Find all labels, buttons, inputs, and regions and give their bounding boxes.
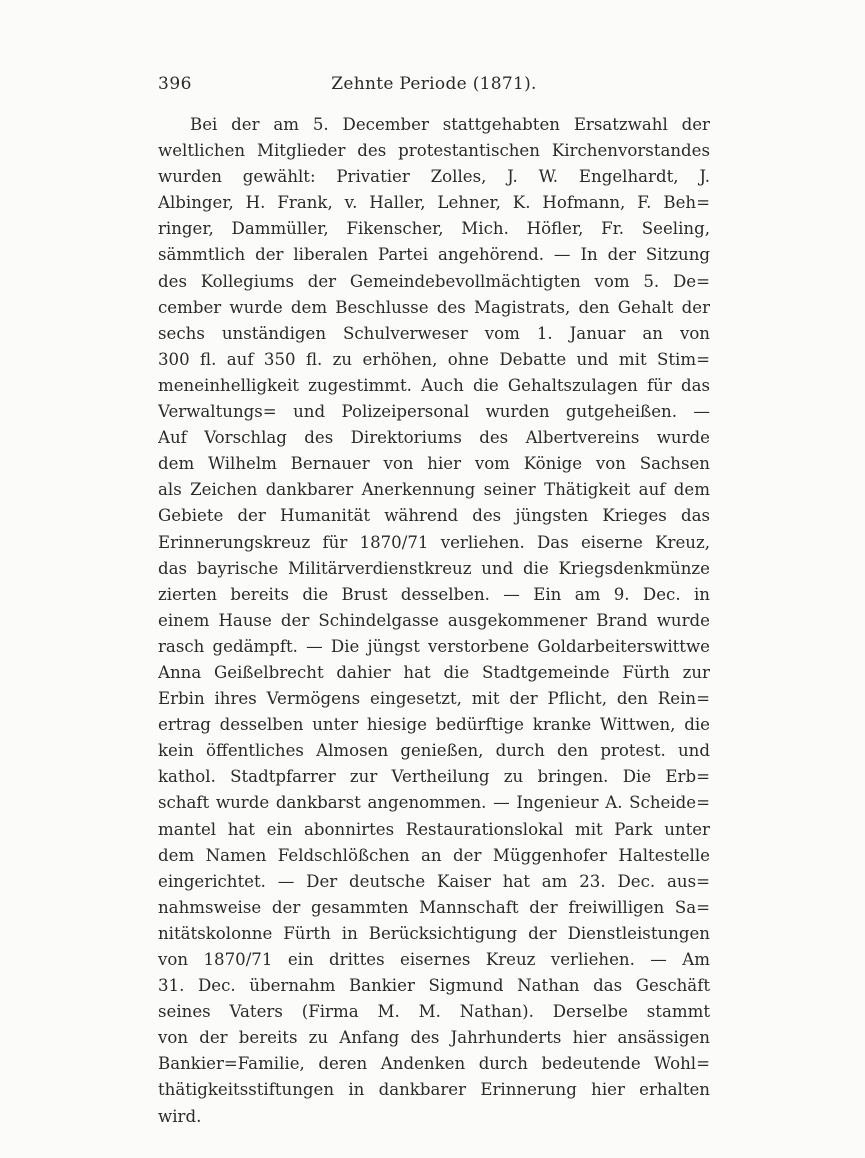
text-line: einem Hause der Schindelgasse ausgekommener Brand wurde [158, 610, 710, 630]
text-line: dem Namen Feldschlößchen an der Müggenhofer Haltestelle [158, 845, 710, 865]
text-line: nitätskolonne Fürth in Berücksichtigung der Dienstleistungen [158, 923, 710, 943]
page-header [158, 74, 710, 100]
text-line: sechs unständigen Schulverweser vom 1. Januar an von [158, 323, 710, 343]
text-line: Anna Geißelbrecht dahier hat die Stadtgemeinde Fürth zur [158, 662, 710, 682]
text-line: von der bereits zu Anfang des Jahrhunderts hier ansässigen [158, 1028, 710, 1048]
text-line: weltlichen Mitglieder des protestantischen Kirchenvorstandes [158, 141, 710, 161]
text-line: wird. [158, 1106, 202, 1126]
text-line: als Zeichen dankbarer Anerkennung seiner Thätigkeit auf dem [158, 480, 710, 500]
text-line: Erinnerungskreuz für 1870/71 verliehen. Das eiserne Kreuz, [158, 532, 710, 552]
text-line: kein öffentliches Almosen genießen, durch den protest. und [158, 741, 710, 761]
text-line: dem Wilhelm Bernauer von hier vom Könige von Sachsen [158, 454, 710, 474]
text-line: ringer, Dammüller, Fikenscher, Mich. Höfler, Fr. Seeling, [158, 219, 710, 239]
text-line: Erbin ihres Vermögens eingesetzt, mit der Pflicht, den Rein= [158, 689, 710, 709]
text-line: nahmsweise der gesammten Mannschaft der freiwilligen Sa= [158, 897, 710, 917]
text-line: Verwaltungs= und Polizeipersonal wurden gutgeheißen. — [158, 402, 710, 422]
text-line: mantel hat ein abonnirtes Restaurationslokal mit Park unter [158, 819, 710, 839]
text-line: seines Vaters (Firma M. M. Nathan). Derselbe stammt [158, 1002, 710, 1022]
text-line: von 1870/71 ein drittes eisernes Kreuz verliehen. — Am [158, 950, 710, 969]
text-line: thätigkeitsstiftungen in dankbarer Erinnerung hier erhalten [158, 1080, 710, 1100]
text-line: 31. Dec. übernahm Bankier Sigmund Nathan das Geschäft [158, 976, 710, 996]
text-line: wurden gewählt: Privatier Zolles, J. W. Engelhardt, J. [158, 167, 710, 187]
text-line: des Kollegiums der Gemeindebevollmächtigten vom 5. De= [158, 271, 710, 291]
text-line: ertrag desselben unter hiesige bedürftige kranke Wittwen, die [158, 715, 710, 735]
text-line: kathol. Stadtpfarrer zur Vertheilung zu bringen. Die Erb= [158, 767, 710, 787]
text-line: rasch gedämpft. — Die jüngst verstorbene Goldarbeiterswittwe [158, 636, 710, 656]
text-line: Bei der am 5. December stattgehabten Ersatzwahl der [190, 115, 710, 134]
text-line: Albinger, H. Frank, v. Haller, Lehner, K. Hofmann, F. Beh= [158, 193, 710, 213]
page-number: 396 [158, 74, 192, 94]
text-line: sämmtlich der liberalen Partei angehörend. — In der Sitzung [158, 245, 710, 265]
text-line: das bayrische Militärverdienstkreuz und die Kriegsdenkmünze [158, 558, 710, 578]
text-line: eingerichtet. — Der deutsche Kaiser hat am 23. Dec. aus= [158, 871, 710, 891]
text-line: zierten bereits die Brust desselben. — Ein am 9. Dec. in [158, 584, 710, 604]
text-line: cember wurde dem Beschlusse des Magistrats, den Gehalt der [158, 297, 710, 317]
running-head: Zehnte Periode (1871). [331, 74, 537, 94]
text-line: meneinhelligkeit zugestimmt. Auch die Gehaltszulagen für das [158, 375, 710, 395]
body-text [158, 112, 710, 1130]
text-line: Auf Vorschlag des Direktoriums des Albertvereins wurde [158, 428, 710, 448]
text-line: Gebiete der Humanität während des jüngsten Krieges das [158, 506, 710, 526]
text-line: 300 fl. auf 350 fl. zu erhöhen, ohne Debatte und mit Stim= [158, 349, 710, 369]
text-line: Bankier=Familie, deren Andenken durch bedeutende Wohl= [158, 1054, 710, 1074]
text-line: schaft wurde dankbarst angenommen. — Ingenieur A. Scheide= [158, 793, 710, 813]
